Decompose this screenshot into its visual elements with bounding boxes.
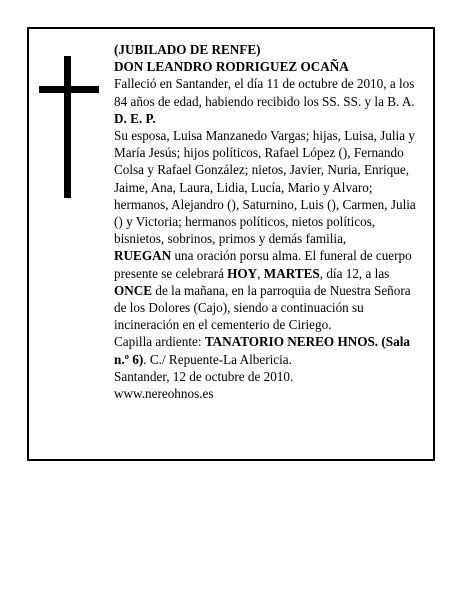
death-notice: Falleció en Santander, el día 11 de octubre de 2010, a los 84 años de edad, habiendo recibido los SS. SS. y la B. A. <box>114 76 415 109</box>
ruegan-word: RUEGAN <box>114 248 172 264</box>
hoy-word: HOY <box>227 265 258 281</box>
chapel-paragraph <box>114 333 424 367</box>
cross-icon <box>39 56 99 198</box>
website-link[interactable]: www.nereohnos.es <box>114 386 214 402</box>
chapel-label: Capilla ardiente: <box>114 334 205 350</box>
employer-line: (JUBILADO DE RENFE) <box>114 42 261 57</box>
chapel-address: . C./ Repuente-La Albericia. <box>143 351 292 367</box>
martes-word: MARTES <box>263 265 320 281</box>
funeral-paragraph <box>114 247 424 333</box>
dep-line: D. E. P. <box>114 110 156 126</box>
comma-text: , <box>257 265 264 281</box>
cross-vertical-bar <box>64 56 71 198</box>
family-paragraph: Su esposa, Luisa Manzanedo Vargas; hijas, Luisa, Julia y María Jesús; hijos políticos, Rafael López (), Fernando Colsa y Rafael González; nietos, Javier, Nuria, Enrique, Jaime, Ana, Laura, Lidia, Lucía, Mario y Alvaro; hermanos, Alejandro (), Saturnino, Luis (), Carmen, Julia () y Victoria; hermanos políticos, nietos políticos, bisnietos, sobrinos, primos y demás familia, <box>114 128 416 247</box>
notice-text <box>114 41 424 402</box>
funeral-details: de la mañana, en la parroquia de Nuestra Señora de los Dolores (Cajo), siendo a continuación su incineración en el cementerio de Ciriego. <box>114 282 411 333</box>
date-text: , día 12, a las <box>319 265 390 281</box>
deceased-name: DON LEANDRO RODRIGUEZ OCAÑA <box>114 59 349 75</box>
once-word: ONCE <box>114 282 153 298</box>
request-text: una oración porsu alma. El funeral de cuerpo presente se celebrará <box>114 248 412 281</box>
cross-horizontal-bar <box>39 86 99 93</box>
chapel-name: TANATORIO NEREO HNOS. (Sala n.º 6) <box>114 334 410 367</box>
dateline: Santander, 12 de octubre de 2010. <box>114 368 294 384</box>
obituary-notice <box>27 27 435 461</box>
